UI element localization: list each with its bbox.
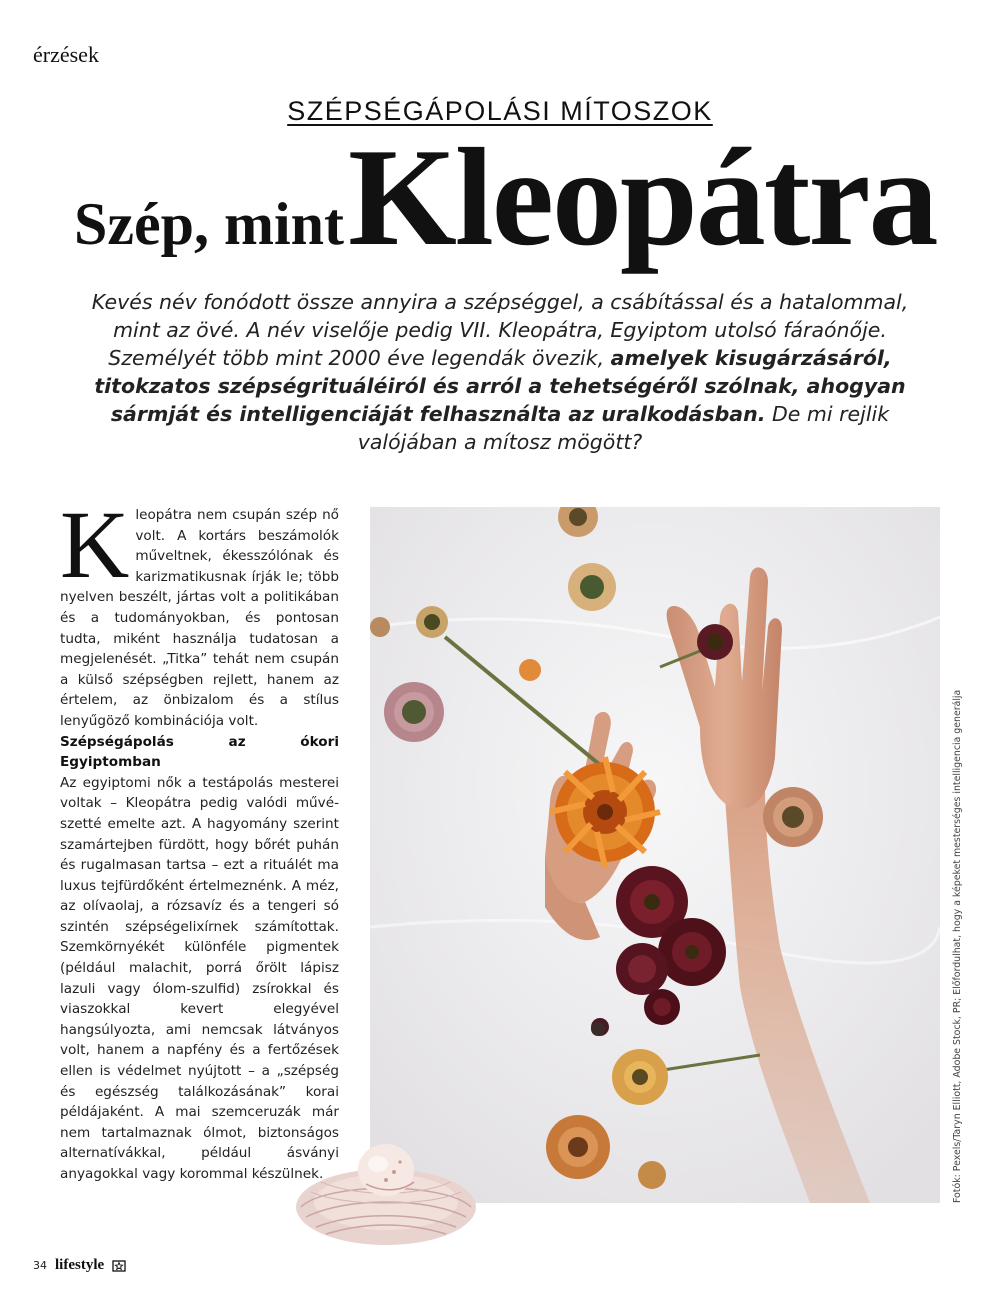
paragraph-egypt: Az egyiptomi nők a testápolás mesterei voltak – Kleopátra pedig valódi művészetté emelte azt. A hagyomány szerint szamártejben fürdött, hogy bőrét puhán és rugalmasan tartsa – ezt a rituálét ma luxus tejfürdőként értelmeznénk. A méz, az olívaolaj, a rózsavíz és a tengeri só szintén szépségelixírnek számítottak. Szemkörnyékét különféle pigmentek (például malachit, porrá őrölt lápisz lazuli vagy ólom-szulfid) zsírokkal és viaszokkal kevert elegyével hangsúlyozta, ami nemcsak látványos volt, hanem a napfény és a fertőzések ellen is védelmet nyújtott – a „szépség és egészség találkozásának” korai példájaként. A mai szemceruzák már nem tartalmaznak ólmot, biztonságos alternatívákkal, például ásványi anyagokkal vagy korommal készülnek.	[60, 774, 339, 1182]
article-kicker: SZÉPSÉGÁPOLÁSI MÍTOSZOK	[287, 96, 713, 126]
article-lead: Kevés név fonódott össze annyira a szépséggel, a csábítással és a hatalommal, mint az övé. A név viselője pedig VII. Kleopátra, Egyiptom utolsó fáraónője. Személyét több mint 2000 éve legendák övezik, amelyek kisugárzásáról, titokzatos szépségrituáléiról és arról a tehetségéről szólnak, ahogyan sármját és intelligenciáját felhasználta az uralkodásban. De mi rejlik valójában a mítosz mögött?	[91, 290, 909, 454]
section-subheading: Szépségápolás az ókori Egyiptomban	[60, 733, 339, 771]
nest-illustration	[286, 1122, 486, 1256]
bath-photo	[370, 507, 940, 1203]
milk-bath-illustration	[370, 507, 940, 1203]
envelope-star-icon	[112, 1259, 126, 1273]
body-column	[60, 491, 339, 1185]
drop-cap: K	[60, 491, 130, 598]
headline-small: Szép, mint	[74, 191, 344, 257]
article-headline	[74, 120, 954, 275]
brand-name: lifestyle	[55, 1257, 105, 1273]
headline-big: Kleopátra	[348, 120, 937, 275]
page-footer	[33, 1257, 126, 1274]
section-label: érzések	[33, 42, 99, 67]
photo-credit: Fotók: Pexels/Taryn Elliott, Adobe Stock, PR; Előfordulhat, hogy a képeket mesterséges intelligencia generálja	[952, 689, 963, 1203]
paragraph-intro: Kleopátra nem csupán szép nő volt. A kortárs beszámolók műveltnek, ékesszólónak és karizmatikusnak írják le; több nyelven beszélt, jártas volt a politikában és a tudományokban, és pontosan tudta, miként használja tudatosan a megjelenését. „Titka” tehát nem csupán a külső szépségben rejlett, hanem az értelem, az önbizalom és a stílus lenyűgöző kombinációja volt.	[60, 491, 339, 729]
page-number: 34	[33, 1259, 47, 1272]
